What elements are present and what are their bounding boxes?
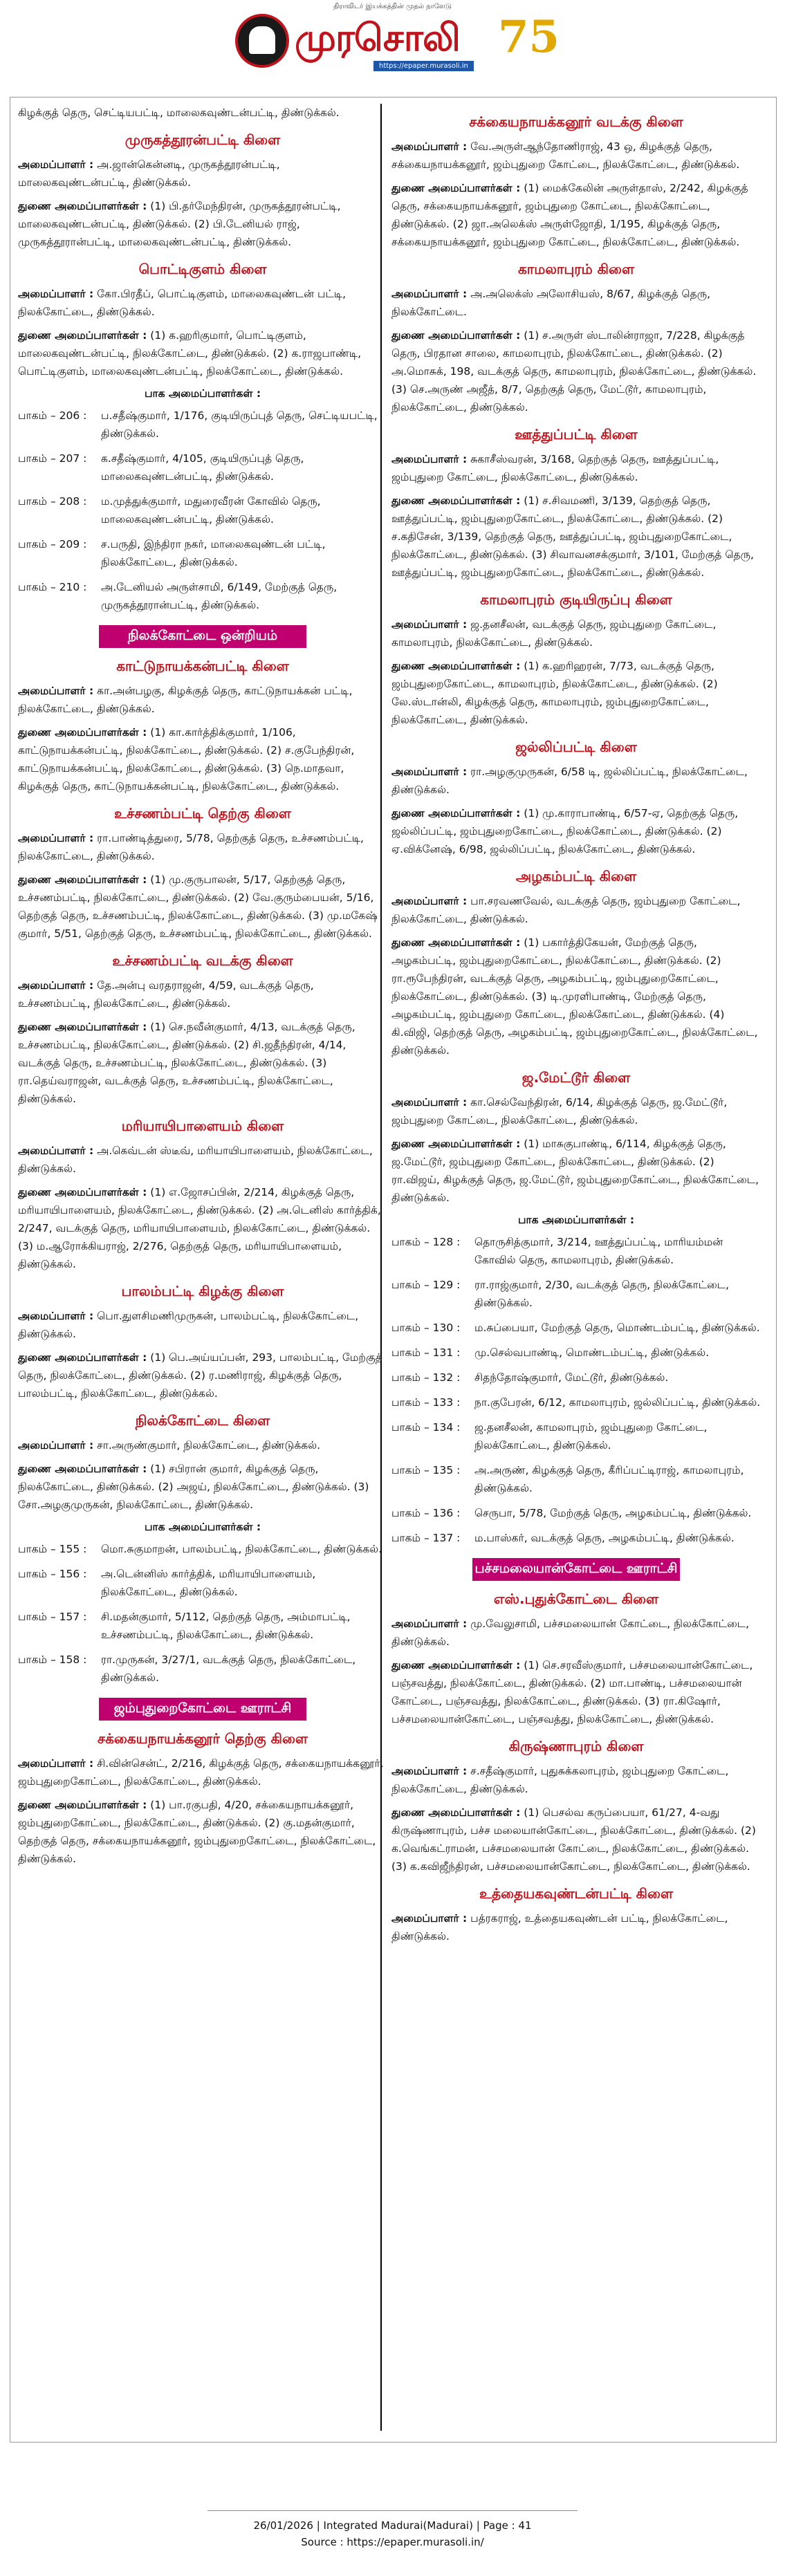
text-paragraph [391, 1804, 761, 1875]
role-label: அமைப்பாளர் : [18, 832, 94, 844]
paragraph-text: பா.சரவணவேல், வடக்குத் தெரு, ஜம்புதுறை கோட்டை, நிலக்கோட்டை, திண்டுக்கல். [391, 895, 741, 925]
text-paragraph [391, 492, 761, 582]
paragraph-text: (1) எ.ஜோசப்பின், 2/214, கிழக்குத் தெரு, மரியாயிபாளையம், நிலக்கோட்டை, திண்டுக்கல். (2) அ.டெனிஸ் கார்த்திக், 2/247, வடக்குத் தெரு, மரியாயிபாளையம், நிலக்கோட்டை, திண்டுக்கல். (3) ம.ஆரோக்கியராஜ், 2/276, தெற்குத் தெரு, மரியாயிபாளையம், திண்டுக்கல். [18, 1186, 381, 1270]
paragraph-text: அ.அலெக்ஸ் அலோசியஸ், 8/67, கிழக்குத் தெரு, நிலக்கோட்டை. [391, 288, 710, 318]
role-label: அமைப்பாளர் : [391, 618, 468, 631]
paragraph-text: சி.வின்சென்ட், 2/216, கிழக்குத் தெரு, சக்கையநாயக்கனூர், ஜம்புதுறைகோட்டை, நிலக்கோட்டை, திண்டுக்கல். [18, 1757, 384, 1788]
paragraph-text: (1) மைக்கேலின் அருள்தாஸ், 2/242, கிழக்குத் தெரு, சக்கையநாயக்கனூர், ஜம்புதுறை கோட்டை, நிலக்கோட்டை, திண்டுக்கல். (2) ஜா.அலெக்ஸ் அருள்ஜோதி, 1/195, கிழக்குத் தெரு, சக்கையநாயக்கனூர், ஜம்புதுறை கோட்டை, நிலக்கோட்டை, திண்டுக்கல். [391, 182, 748, 248]
left-column [18, 104, 387, 1873]
party-emblem-icon [235, 14, 289, 68]
paragraph-text: (1) பகார்த்திகேயன், மேற்குத் தெரு, அழகம்பட்டி, ஜம்புதுறைகோட்டை, நிலக்கோட்டை, திண்டுக்கல். (2) ரா.ரூபேந்திரன், வடக்குத் தெரு, அழகம்பட்டி, ஜம்புதுறைகோட்டை, நிலக்கோட்டை, திண்டுக்கல். (3) டி.முரளிபாண்டி, மேற்குத் தெரு, அழகம்பட்டி, ஜம்புதுறை கோட்டை, நிலக்கோட்டை, திண்டுக்கல். (4) கி.விஜி, தெற்குத் தெரு, அழகம்பட்டி, ஜம்புதுறைகோட்டை, நிலக்கோட்டை, திண்டுக்கல். [391, 936, 758, 1057]
role-label: துணை அமைப்பாளர்கள் : [391, 807, 521, 819]
booth-organiser: மு.செல்வபாண்டி, மொண்டம்பட்டி, திண்டுக்கல். [474, 1346, 710, 1359]
text-paragraph [391, 450, 761, 486]
text-paragraph [391, 285, 761, 321]
branch-heading: ஜ.மேட்டூர் கிளை [521, 1069, 631, 1086]
branch-heading: பொட்டிகுளம் கிளை [138, 261, 267, 277]
booth-organiser: ம.முத்துக்குமார், மதுரைவீரன் கோவில் தெரு, மாலைகவுண்டன்பட்டி, திண்டுக்கல். [101, 495, 321, 526]
branch-heading: சக்கையநாயக்கனூர் வடக்கு கிளை [469, 113, 683, 130]
role-label: துணை அமைப்பாளர்கள் : [391, 1659, 521, 1671]
text-paragraph [391, 1093, 761, 1129]
paragraph-text: ரா.அழகுமுருகன், 6/58 டி, ஜல்லிப்பட்டி, நிலக்கோட்டை, திண்டுக்கல். [391, 766, 748, 796]
booth-organiser: செருபா, 5/78, மேற்குத் தெரு, அழகம்பட்டி, திண்டுக்கல். [474, 1507, 752, 1519]
role-label: துணை அமைப்பாளர்கள் : [18, 1021, 147, 1033]
booth-number: பாகம் – 131 : [391, 1346, 461, 1359]
booth-entry [391, 1461, 761, 1497]
branch-heading: மரியாயிபாளையம் கிளை [121, 1118, 284, 1134]
booth-organiser: சிதந்தோஷ்குமார், மேட்டூர், திண்டுக்கல். [474, 1371, 669, 1384]
role-label: அமைப்பாளர் : [18, 979, 94, 992]
role-label: அமைப்பாளர் : [18, 1145, 94, 1157]
text-paragraph [391, 1656, 761, 1728]
text-paragraph [18, 104, 387, 122]
branch-heading: உத்தையகவுண்டன்பட்டி கிளை [479, 1885, 673, 1902]
text-paragraph [391, 615, 761, 651]
booth-organiser: ம.சுப்பையா, மேற்குத் தெரு, மொண்டம்பட்டி, திண்டுக்கல். [474, 1322, 760, 1334]
paragraph-text: சுகாசீஸ்வரன், 3/168, தெற்குத் தெரு, ஊத்துப்பட்டி, ஜம்புதுறை கோட்டை, நிலக்கோட்டை, திண்டுக்கல். [391, 453, 719, 483]
booth-organiser: ஜ.தனசீலன், காமலாபுரம், ஜம்புதுறை கோட்டை, நிலக்கோட்டை, திண்டுக்கல். [474, 1421, 708, 1452]
paragraph-text: தே.அன்பு வரதராஜன், 4/59, வடக்குத் தெரு, உச்சணம்பட்டி, நிலக்கோட்டை, திண்டுக்கல். [18, 979, 314, 1010]
booth-subheading: பாக அமைப்பாளர்கள் : [144, 1521, 261, 1533]
panchayat-banner: பச்சமலையான்கோட்டை ஊராட்சி [472, 1558, 680, 1581]
booth-entry [18, 407, 387, 443]
anniversary-badge: 75 [498, 11, 560, 63]
booth-entry [18, 1651, 387, 1687]
booth-organiser: ம.பாஸ்கர், வடக்குத் தெரு, அழகம்பட்டி, திண்டுக்கல். [474, 1532, 735, 1544]
role-label: அமைப்பாளர் : [18, 685, 94, 697]
panchayat-banner: நிலக்கோட்டை ஒன்றியம் [99, 625, 306, 648]
text-paragraph [391, 1762, 761, 1798]
booth-number: பாகம் – 136 : [391, 1507, 461, 1519]
booth-entry [391, 1319, 761, 1337]
booth-entry [18, 1608, 387, 1644]
booth-number: பாகம் – 209 : [18, 538, 87, 550]
booth-entry [391, 1233, 761, 1269]
booth-organiser: அ.டென்னிஸ் கார்த்திக், மரியாயிபாளையம், நிலக்கோட்டை, திண்டுக்கல். [101, 1568, 316, 1598]
paragraph-text: (1) ச.அருள் ஸ்டாலின்ராஜா, 7/228, கிழக்குத் தெரு, பிரதான சாலை, காமலாபுரம், நிலக்கோட்டை, திண்டுக்கல். (2) அ.மொசுக், 198, வடக்குத் தெரு, காமலாபுரம், நிலக்கோட்டை, திண்டுக்கல். (3) செ.அருண் அஜீத், 8/7, தெற்குத் தெரு, மேட்டூர், காமலாபுரம், நிலக்கோட்டை, திண்டுக்கல். [391, 329, 757, 414]
text-paragraph [391, 763, 761, 799]
booth-entry [391, 1344, 761, 1362]
paragraph-text: (1) மாசுகுபாண்டி, 6/114, கிழக்குத் தெரு, ஜ.மேட்டூர், ஜம்புதுறை கோட்டை, நிலக்கோட்டை, திண்டுக்கல். (2) ரா.விஜய், கிழக்குத் தெரு, ஜ.மேட்டூர், ஜம்புதுறைகோட்டை, நிலக்கோட்டை, திண்டுக்கல். [391, 1138, 759, 1204]
paragraph-text: (1) பி.தர்மேந்திரன், முருகத்தூரன்பட்டி, மாலைகவுண்டன்பட்டி, திண்டுக்கல். (2) பி.டேனியல் ராஜ், முருகத்தூரான்பட்டி, மாலைகவுண்டன்பட்டி, திண்டுக்கல். [18, 200, 341, 248]
booth-number: பாகம் – 155 : [18, 1543, 87, 1555]
paragraph-text: ச.சதீஷ்குமார், புதுசுக்கலாபுரம், ஜம்புதுறை கோட்டை, நிலக்கோட்டை, திண்டுக்கல். [391, 1765, 729, 1795]
paragraph-text: (1) ச.சிவமணி, 3/139, தெற்குத் தெரு, ஊத்துப்பட்டி, ஜம்புதுறைகோட்டை, நிலக்கோட்டை, திண்டுக்கல். (2) ச.கதிசேன், 3/139, தெற்குத் தெரு, ஊத்துப்பட்டி, ஜம்புதுறைகோட்டை, நிலக்கோட்டை, திண்டுக்கல். (3) சிவாவனசக்குமார், 3/101, மேற்குத் தெரு, ஊத்துப்பட்டி, ஜம்புதுறைகோட்டை, நிலக்கோட்டை, திண்டுக்கல். [391, 494, 754, 579]
booth-organiser: மொ.சுகுமாறன், பாலம்பட்டி, நிலக்கோட்டை, திண்டுக்கல். [101, 1543, 382, 1555]
paragraph-text: (1) செ.சரவீஸ்குமார், பச்சமலையான்கோட்டை, பஞ்சவத்து, நிலக்கோட்டை, திண்டுக்கல். (2) மா.பாண்டி, பச்சமலையான் கோட்டை, பஞ்சவத்து, நிலக்கோட்டை, திண்டுக்கல். (3) ரா.கிஷோர், பச்சமலையான்கோட்டை, பஞ்சவத்து, நிலக்கோட்டை, திண்டுக்கல். [391, 1659, 753, 1725]
role-label: துணை அமைப்பாளர்கள் : [18, 1463, 147, 1475]
branch-heading: உச்சணம்பட்டி வடக்கு கிளை [112, 952, 293, 969]
role-label: அமைப்பாளர் : [18, 1310, 94, 1322]
role-label: அமைப்பாளர் : [18, 288, 94, 300]
booth-organiser: க.சதீஷ்குமார், 4/105, குடியிருப்புத் தெரு, மாலைகவுண்டன்பட்டி, திண்டுக்கல். [101, 452, 304, 483]
text-paragraph [18, 285, 387, 321]
text-paragraph [18, 1436, 387, 1454]
paragraph-text: அ.கெவ்டன் ஸ்டீவ், மரியாயிபாளையம், நிலக்கோட்டை, திண்டுக்கல். [18, 1145, 373, 1175]
role-label: அமைப்பாளர் : [18, 158, 94, 171]
paragraph-text: கா.செல்வேந்திரன், 6/14, கிழக்குத் தெரு, ஜ.மேட்டூர், ஜம்புதுறை கோட்டை, நிலக்கோட்டை, திண்டுக்கல். [391, 1096, 728, 1127]
booth-number: பாகம் – 130 : [391, 1322, 461, 1334]
paragraph-text: வே.அருள்ஆந்தோணிராஜ், 43 ஒ, கிழக்குத் தெரு, சக்கையநாயக்கனூர், ஜம்புதுறை கோட்டை, நிலக்கோட்டை, திண்டுக்கல். [391, 140, 740, 171]
role-label: அமைப்பாளர் : [391, 1765, 468, 1777]
paragraph-text: கிழக்குத் தெரு, செட்டியபட்டி, மாலைகவுண்டன்பட்டி, திண்டுக்கல். [18, 106, 340, 119]
booth-number: பாகம் – 210 : [18, 581, 87, 593]
branch-heading: எஸ்.புதுக்கோட்டை கிளை [493, 1591, 659, 1607]
right-column [391, 104, 761, 1951]
role-label: துணை அமைப்பாளர்கள் : [18, 1799, 147, 1811]
logo[interactable] [235, 11, 560, 77]
booth-organiser: ரா.முருகன், 3/27/1, வடக்குத் தெரு, நிலக்கோட்டை, திண்டுக்கல். [101, 1653, 356, 1684]
booth-number: பாகம் – 137 : [391, 1532, 461, 1544]
role-label: துணை அமைப்பாளர்கள் : [391, 660, 521, 672]
branch-heading: கிருஷ்ணாபுரம் கிளை [508, 1738, 644, 1754]
booth-number: பாகம் – 133 : [391, 1396, 461, 1409]
role-label: துணை அமைப்பாளர்கள் : [391, 329, 521, 342]
role-label: அமைப்பாளர் : [18, 1439, 94, 1452]
logo-text: முரசொலி [295, 15, 460, 59]
branch-heading: பாலம்பட்டி கிழக்கு கிளை [121, 1283, 284, 1299]
branch-heading: உச்சணம்பட்டி தெற்கு கிளை [114, 805, 291, 822]
paragraph-text: பத்ரகராஜ், உத்தையகவுண்டன் பட்டி, நிலக்கோட்டை, திண்டுக்கல். [391, 1912, 728, 1943]
booth-number: பாகம் – 128 : [391, 1236, 461, 1248]
booth-entry [391, 1276, 761, 1312]
text-paragraph [18, 682, 387, 718]
booth-subheading: பாக அமைப்பாளர்கள் : [517, 1214, 635, 1226]
booth-number: பாகம் – 129 : [391, 1279, 461, 1291]
booth-organiser: அ.அருண், கிழக்குத் தெரு, கீரிப்பட்டிராஜ், காமலாபுரம், திண்டுக்கல். [474, 1464, 744, 1494]
booth-organiser: ச.பருதி, இந்திரா நகர், மாலைகவுண்டன் பட்டி, நிலக்கோட்டை, திண்டுக்கல். [101, 538, 326, 568]
text-paragraph [18, 1349, 387, 1402]
booth-organiser: நா.குபேரன், 6/12, காமலாபுரம், ஜல்லிப்பட்டி, திண்டுக்கல். [474, 1396, 761, 1409]
role-label: அமைப்பாளர் : [391, 288, 468, 300]
text-paragraph [18, 1142, 387, 1178]
role-label: துணை அமைப்பாளர்கள் : [391, 1806, 521, 1819]
role-label: துணை அமைப்பாளர்கள் : [18, 329, 147, 342]
paragraph-text: மு.வேலுசாமி, பச்சமலையான் கோட்டை, நிலக்கோட்டை, திண்டுக்கல். [391, 1618, 750, 1648]
text-paragraph [18, 197, 387, 251]
booth-subheading: பாக அமைப்பாளர்கள் : [144, 387, 261, 400]
role-label: அமைப்பாளர் : [391, 453, 468, 465]
booth-entry [391, 1369, 761, 1387]
text-paragraph [391, 1615, 761, 1651]
role-label: துணை அமைப்பாளர்கள் : [18, 200, 147, 212]
booth-entry [391, 1504, 761, 1522]
text-paragraph [391, 804, 761, 858]
branch-heading: காமலாபுரம் குடியிருப்பு கிளை [480, 591, 672, 608]
role-label: அமைப்பாளர் : [391, 1912, 468, 1925]
paragraph-text: (1) மு.காராபாண்டி, 6/57-ஏ, தெற்குத் தெரு, ஜல்லிப்பட்டி, ஜம்புதுறைகோட்டை, நிலக்கோட்டை, திண்டுக்கல். (2) ஏ.விக்னேஷ், 6/98, ஜல்லிப்பட்டி, நிலக்கோட்டை, திண்டுக்கல். [391, 807, 739, 855]
text-paragraph [18, 326, 387, 380]
paragraph-text: (1) பெசல்வ கருப்பையா, 61/27, 4-வது கிருஷ்ணாபுரம், பச்ச மலையான்கோட்டை, நிலக்கோட்டை, திண்டுக்கல். (2) க.வெங்கட்ராமன், பச்சமலையான் கோட்டை, நிலக்கோட்டை, திண்டுக்கல். (3) க.கவிஜீந்திரன், பச்சமலையான்கோட்டை, நிலக்கோட்டை, திண்டுக்கல். [391, 1806, 756, 1873]
booth-entry [18, 492, 387, 528]
panchayat-banner: ஜம்புதுறைகோட்டை ஊராட்சி [99, 1698, 306, 1721]
masthead-tagline: திராவிடர் இயக்கத்தின் முதல் நாளேடு [333, 3, 452, 10]
booth-entry [18, 535, 387, 571]
booth-organiser: ரா.ராஜ்குமார், 2/30, வடக்குத் தெரு, நிலக்கோட்டை, திண்டுக்கல். [474, 1279, 730, 1309]
text-paragraph [391, 138, 761, 174]
paragraph-text: கோ.பிரதீப், பொட்டிகுளம், மாலைகவுண்டன் பட்டி, நிலக்கோட்டை, திண்டுக்கல். [18, 288, 347, 318]
booth-number: பாகம் – 157 : [18, 1611, 87, 1623]
paragraph-text: (1) க.ஹரிஹரன், 7/73, வடக்குத் தெரு, ஜம்புதுறைகோட்டை, காமலாபுரம், நிலக்கோட்டை, திண்டுக்கல். (2) லே.ஸ்டான்லி, கிழக்குத் தெரு, காமலாபுரம், ஜம்புதுறைகோட்டை, நிலக்கோட்டை, திண்டுக்கல். [391, 660, 718, 726]
role-label: துணை அமைப்பாளர்கள் : [18, 873, 147, 886]
booth-organiser: அ.டேனியல் அருள்சாமி, 6/149, மேற்குத் தெரு, முருகத்தூரான்பட்டி, திண்டுக்கல். [101, 581, 338, 611]
text-paragraph [18, 1796, 387, 1868]
role-label: துணை அமைப்பாளர்கள் : [391, 494, 521, 507]
booth-entry [18, 1565, 387, 1601]
booth-number: பாகம் – 156 : [18, 1568, 87, 1580]
branch-heading: முருகத்தூரன்பட்டி கிளை [124, 131, 281, 148]
booth-organiser: ப.சதீஷ்குமார், 1/176, குடியிருப்புத் தெரு, செட்டியபட்டி, திண்டுக்கல். [101, 409, 378, 440]
text-paragraph [18, 723, 387, 795]
role-label: துணை அமைப்பாளர்கள் : [391, 182, 521, 194]
role-label: அமைப்பாளர் : [391, 140, 468, 153]
text-paragraph [391, 934, 761, 1059]
role-label: அமைப்பாளர் : [18, 1757, 94, 1770]
role-label: துணை அமைப்பாளர்கள் : [18, 1186, 147, 1198]
role-label: அமைப்பாளர் : [391, 766, 468, 778]
text-paragraph [18, 156, 387, 192]
footer-rule [207, 2510, 578, 2511]
branch-heading: சக்கையநாயக்கனூர் தெற்கு கிளை [98, 1730, 308, 1747]
text-paragraph [391, 326, 761, 416]
text-paragraph [18, 1183, 387, 1273]
role-label: அமைப்பாளர் : [391, 1618, 468, 1630]
booth-entry [18, 1540, 387, 1558]
text-paragraph [391, 892, 761, 928]
booth-number: பாகம் – 206 : [18, 409, 87, 422]
paragraph-text: அ.ஜான்கென்னடி, முருகத்தூரன்பட்டி, மாலைகவுண்டன்பட்டி, திண்டுக்கல். [18, 158, 280, 189]
branch-heading: காட்டுநாயக்கன்பட்டி கிளை [116, 658, 289, 674]
booth-number: பாகம் – 134 : [391, 1421, 461, 1434]
text-paragraph [18, 829, 387, 865]
text-paragraph [18, 1754, 387, 1790]
paragraph-text: (1) பா.ரகுபதி, 4/20, சக்கையநாயக்கனூர், ஜம்புதுறைகோட்டை, நிலக்கோட்டை, திண்டுக்கல். (2) கு.மதன்குமார், தெற்குத் தெரு, சக்கையநாயக்கனூர், ஜம்புதுறைகோட்டை, நிலக்கோட்டை, திண்டுக்கல். [18, 1799, 376, 1865]
text-paragraph [391, 657, 761, 729]
text-paragraph [18, 1460, 387, 1514]
branch-heading: காமலாபுரம் கிளை [517, 261, 635, 277]
branch-heading: அழகம்பட்டி கிளை [515, 868, 637, 884]
paragraph-text: கா.அன்பழகு, கிழக்குத் தெரு, காட்டுநாயக்கன் பட்டி, நிலக்கோட்டை, திண்டுக்கல். [18, 685, 353, 715]
masthead [0, 0, 785, 82]
text-paragraph [391, 1909, 761, 1945]
branch-heading: ஜல்லிப்பட்டி கிளை [515, 739, 637, 755]
booth-number: பாகம் – 135 : [391, 1464, 461, 1476]
booth-number: பாகம் – 132 : [391, 1371, 461, 1384]
booth-entry [391, 1393, 761, 1411]
footer-source-link[interactable]: Source : https://epaper.murasoli.in/ [301, 2536, 484, 2548]
text-paragraph [18, 1018, 387, 1108]
paragraph-text: (1) மு.குருபாலன், 5/17, தெற்குத் தெரு, உச்சணம்பட்டி, நிலக்கோட்டை, திண்டுக்கல். (2) வே.குரும்பையன், 5/16, தெற்குத் தெரு, உச்சணம்பட்டி, நிலக்கோட்டை, திண்டுக்கல். (3) மு.மகேஷ் குமார், 5/51, தெற்குத் தெரு, உச்சணம்பட்டி, நிலக்கோட்டை, திண்டுக்கல். [18, 873, 378, 940]
text-paragraph [18, 976, 387, 1012]
booth-entry [18, 578, 387, 614]
branch-heading: நிலக்கோட்டை கிளை [135, 1412, 270, 1429]
booth-organiser: சி.மதன்குமார், 5/112, தெற்குத் தெரு, அம்மாபட்டி, உச்சணம்பட்டி, நிலக்கோட்டை, திண்டுக்கல். [101, 1611, 351, 1641]
footer-edition-line: 26/01/2026 | Integrated Madurai(Madurai) | Page : 41 [253, 2519, 532, 2532]
masthead-url[interactable]: https://epaper.murasoli.in [373, 61, 474, 71]
paragraph-text: (1) சபிரான் குமார், கிழக்குத் தெரு, நிலக்கோட்டை, திண்டுக்கல். (2) அஜய், நிலக்கோட்டை, திண்டுக்கல். (3) சோ.அழகுமுருகன், நிலக்கோட்டை, திண்டுக்கல். [18, 1463, 369, 1511]
text-paragraph [391, 1135, 761, 1207]
paragraph-text: (1) கா.கார்த்திக்குமார், 1/106, காட்டுநாயக்கன்பட்டி, நிலக்கோட்டை, திண்டுக்கல். (2) ச.குபேந்திரன், காட்டுநாயக்கன்பட்டி, நிலக்கோட்டை, திண்டுக்கல். (3) நெ.மாதவா, கிழக்குத் தெரு, காட்டுநாயக்கன்பட்டி, நிலக்கோட்டை, திண்டுக்கல். [18, 726, 355, 793]
paragraph-text: ஜ.தனசீலன், வடக்குத் தெரு, ஜம்புதுறை கோட்டை, காமலாபுரம், நிலக்கோட்டை, திண்டுக்கல். [391, 618, 717, 649]
paragraph-text: (1) பெ.அய்யப்பன், 293, பாலம்பட்டி, மேற்குத் தெரு, நிலக்கோட்டை, திண்டுக்கல். (2) ர.மணிராஜ், கிழக்குத் தெரு, பாலம்பட்டி, நிலக்கோட்டை, திண்டுக்கல். [18, 1351, 382, 1400]
booth-organiser: தொருசித்குமார், 3/214, ஊத்துப்பட்டி, மாரியம்மன் கோவில் தெரு, காமலாபுரம், திண்டுக்கல். [474, 1236, 723, 1266]
booth-entry [391, 1418, 761, 1454]
role-label: அமைப்பாளர் : [391, 895, 468, 907]
booth-entry [391, 1529, 761, 1547]
paragraph-text: பொ.துளசிமணிமுருகன், பாலம்பட்டி, நிலக்கோட்டை, திண்டுக்கல். [18, 1310, 359, 1340]
paragraph-text: ரா.பாண்டித்துரை, 5/78, தெற்குத் தெரு, உச்சணம்பட்டி, நிலக்கோட்டை, திண்டுக்கல். [18, 832, 364, 862]
role-label: துணை அமைப்பாளர்கள் : [391, 936, 521, 949]
booth-number: பாகம் – 158 : [18, 1653, 87, 1666]
paragraph-text: சா.அருண்குமார், நிலக்கோட்டை, திண்டுக்கல். [97, 1439, 320, 1452]
role-label: அமைப்பாளர் : [391, 1096, 468, 1109]
paragraph-text: (1) க.ஹரிகுமார், பொட்டிகுளம், மாலைகவுண்டன்பட்டி, நிலக்கோட்டை, திண்டுக்கல். (2) க.ராஜபாண்டி, பொட்டிகுளம், மாலைகவுண்டன்பட்டி, நிலக்கோட்டை, திண்டுக்கல். [18, 329, 362, 378]
booth-number: பாகம் – 208 : [18, 495, 87, 508]
booth-entry [18, 450, 387, 485]
footer [0, 2517, 785, 2550]
text-paragraph [18, 871, 387, 943]
role-label: துணை அமைப்பாளர்கள் : [18, 1351, 147, 1364]
branch-heading: ஊத்துப்பட்டி கிளை [515, 426, 638, 443]
booth-number: பாகம் – 207 : [18, 452, 87, 465]
role-label: துணை அமைப்பாளர்கள் : [18, 726, 147, 739]
text-paragraph [18, 1307, 387, 1343]
paragraph-text: (1) செ.நவீன்குமார், 4/13, வடக்குத் தெரு, உச்சணம்பட்டி, நிலக்கோட்டை, திண்டுக்கல். (2) சி.ஜதீந்திரன், 4/14, வடக்குத் தெரு, உச்சணம்பட்டி, நிலக்கோட்டை, திண்டுக்கல். (3) ரா.தெய்வராஜன், வடக்குத் தெரு, உச்சணம்பட்டி, நிலக்கோட்டை, திண்டுக்கல். [18, 1021, 355, 1105]
text-paragraph [391, 179, 761, 251]
role-label: துணை அமைப்பாளர்கள் : [391, 1138, 521, 1150]
